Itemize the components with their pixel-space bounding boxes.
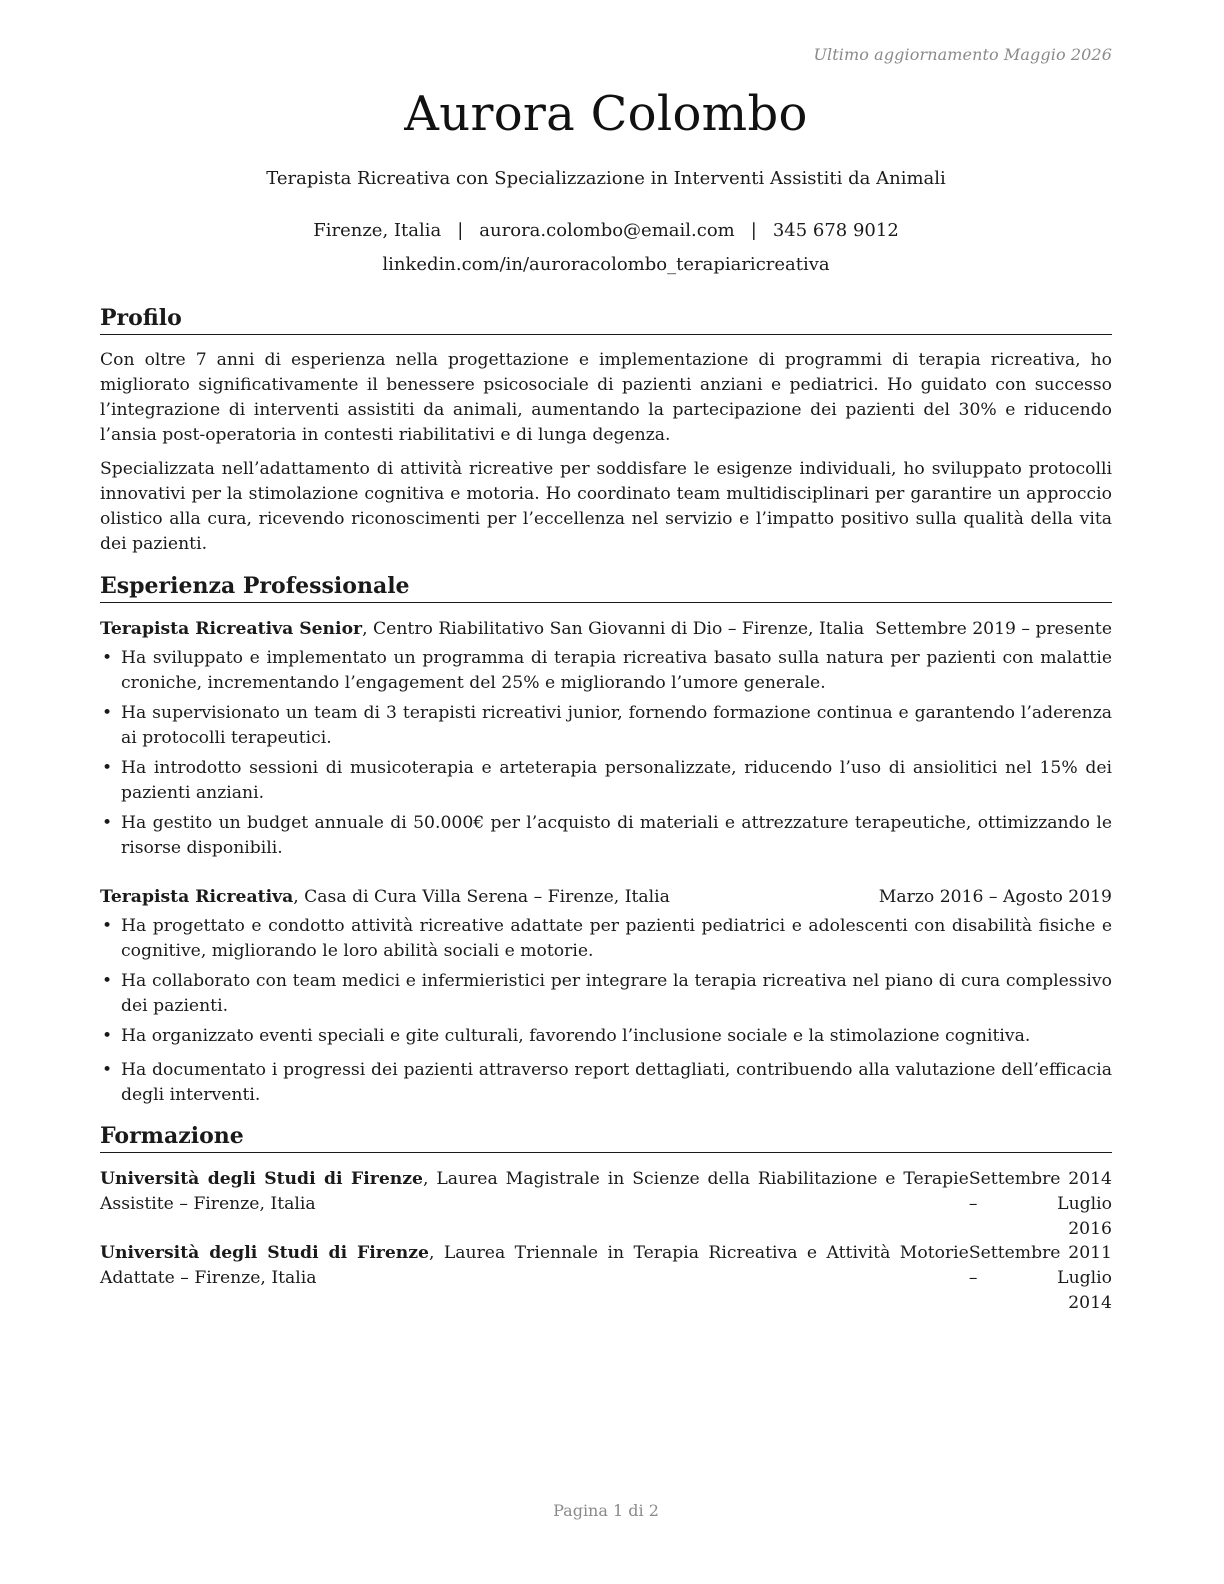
- phone-number: 345 678 9012: [772, 220, 899, 241]
- list-item: [100, 914, 1112, 964]
- last-updated-note: Ultimo aggiornamento Maggio 2026: [813, 45, 1112, 64]
- separator: |: [750, 220, 757, 241]
- education-degree: , Laurea Magistrale in Scienze della Riabilitazione e Terapie Assistite – Firenze, Italia: [100, 1169, 969, 1214]
- location: Firenze, Italia: [313, 220, 442, 241]
- education-degree-line: [100, 1241, 969, 1316]
- section-title-profile: Profilo: [100, 305, 1112, 335]
- list-item: [100, 1024, 1112, 1049]
- bullet-icon: •: [102, 971, 113, 991]
- job-header: [100, 885, 1112, 910]
- job-dates: Marzo 2016 – Agosto 2019: [878, 887, 1112, 907]
- page-number: Pagina 1 di 2: [553, 1501, 659, 1520]
- list-item: [100, 1058, 1112, 1108]
- education-dates-line: Settembre 2011 – Luglio: [968, 1243, 1112, 1288]
- education-dates: [969, 1167, 1112, 1242]
- bullet-text: Ha sviluppato e implementato un programma di terapia ricreativa basato sulla natura per pazienti con malattie croniche, incrementando l’engagement del 25% e migliorando l’umore generale.: [121, 648, 1112, 693]
- section-title-experience: Esperienza Professionale: [100, 573, 1112, 603]
- linkedin-link[interactable]: linkedin.com/in/auroracolombo_terapiaricreativa: [382, 254, 830, 275]
- bullet-text: Ha documentato i progressi dei pazienti attraverso report dettagliati, contribuendo alla valutazione dell’efficacia degli interventi.: [121, 1060, 1112, 1105]
- separator: |: [457, 220, 464, 241]
- profile-paragraph: Con oltre 7 anni di esperienza nella progettazione e implementazione di programmi di terapia ricreativa, ho migliorato significativamente il benessere psicosociale di pazienti anziani e pediatrici. Ho guidato con successo l’integrazione di interventi assistiti da animali, aumentando la partecipazione dei pazienti del 30% e riducendo l’ansia post-operatoria in contesti riabilitativi e di lunga degenza.: [100, 350, 1112, 445]
- list-item: [100, 646, 1112, 696]
- candidate-name: Aurora Colombo: [404, 86, 808, 142]
- job-bullets: [100, 914, 1112, 1113]
- education-degree: , Laurea Triennale in Terapia Ricreativa e Attività Motorie Adattate – Firenze, Italia: [100, 1243, 969, 1288]
- job-employer: , Centro Riabilitativo San Giovanni di Dio – Firenze, Italia: [362, 619, 865, 639]
- bullet-text: Ha introdotto sessioni di musicoterapia e arteterapia personalizzate, riducendo l’uso di ansiolitici nel 15% dei pazienti anziani.: [121, 758, 1112, 803]
- bullet-icon: •: [102, 1026, 113, 1046]
- list-item: [100, 969, 1112, 1019]
- education-dates-line: 2014: [1068, 1293, 1112, 1313]
- job-role: Terapista Ricreativa: [100, 887, 294, 907]
- headline: Terapista Ricreativa con Specializzazione in Interventi Assistiti da Animali: [266, 168, 946, 189]
- job-bullets: [100, 646, 1112, 866]
- education-school: Università degli Studi di Firenze: [100, 1243, 429, 1263]
- bullet-icon: •: [102, 758, 113, 778]
- list-item: [100, 756, 1112, 806]
- bullet-text: Ha gestito un budget annuale di 50.000€ per l’acquisto di materiali e attrezzature terapeutiche, ottimizzando le risorse disponibili.: [121, 813, 1112, 858]
- section-title-education: Formazione: [100, 1123, 1112, 1153]
- bullet-text: Ha supervisionato un team di 3 terapisti ricreativi junior, fornendo formazione continua e garantendo l’aderenza ai protocolli terapeutici.: [121, 703, 1112, 748]
- job-dates: Settembre 2019 – presente: [875, 619, 1112, 639]
- education-dates-line: Settembre 2014 – Luglio: [968, 1169, 1112, 1214]
- bullet-icon: •: [102, 916, 113, 936]
- bullet-text: Ha progettato e condotto attività ricreative adattate per pazienti pediatrici e adolescenti con disabilità fisiche e cognitive, migliorando le loro abilità sociali e motorie.: [121, 916, 1112, 961]
- email-link[interactable]: aurora.colombo@email.com: [479, 220, 735, 241]
- bullet-icon: •: [102, 648, 113, 668]
- job-employer: , Casa di Cura Villa Serena – Firenze, Italia: [293, 887, 670, 907]
- list-item: [100, 811, 1112, 861]
- bullet-icon: •: [102, 813, 113, 833]
- bullet-text: Ha organizzato eventi speciali e gite culturali, favorendo l’inclusione sociale e la stimolazione cognitiva.: [121, 1026, 1031, 1046]
- education-entry: [100, 1241, 1112, 1316]
- job-title-line: [100, 617, 864, 642]
- job-header: [100, 617, 1112, 642]
- list-item: [100, 701, 1112, 751]
- bullet-icon: •: [102, 1060, 113, 1080]
- bullet-text: Ha collaborato con team medici e infermieristici per integrare la terapia ricreativa nel piano di cura complessivo dei pazienti.: [121, 971, 1112, 1016]
- profile-paragraph: Specializzata nell’adattamento di attività ricreative per soddisfare le esigenze individuali, ho sviluppato protocolli innovativi per la stimolazione cognitiva e motoria. Ho coordinato team multidisciplinari per garantire un approccio olistico alla cura, ricevendo riconoscimenti per l’eccellenza nel servizio e l’impatto positivo sulla qualità della vita dei pazienti.: [100, 459, 1112, 554]
- job-title-line: [100, 885, 670, 910]
- education-dates-line: 2016: [1068, 1219, 1112, 1239]
- education-degree-line: [100, 1167, 969, 1242]
- contact-line: [100, 220, 1112, 241]
- education-school: Università degli Studi di Firenze: [100, 1169, 423, 1189]
- education-entry: [100, 1167, 1112, 1242]
- bullet-icon: •: [102, 703, 113, 723]
- education-dates: [969, 1241, 1112, 1316]
- job-role: Terapista Ricreativa Senior: [100, 619, 363, 639]
